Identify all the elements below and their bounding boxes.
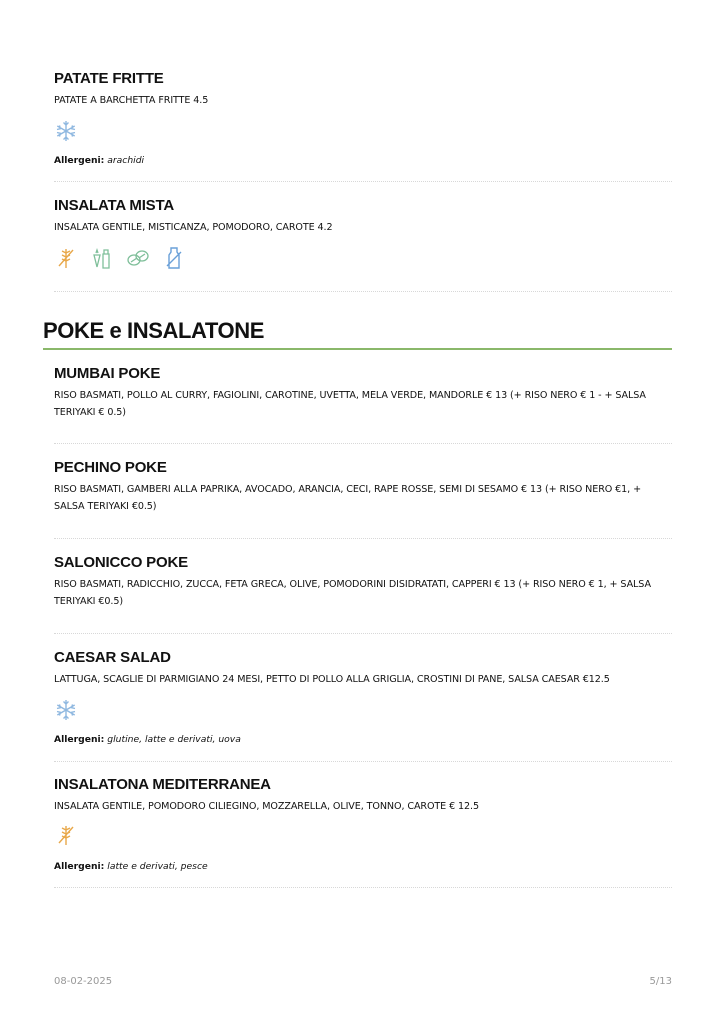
menu-item [54, 70, 672, 168]
item-title: SALONICCO POKE [54, 554, 188, 571]
item-description: LATTUGA, SCAGLIE DI PARMIGIANO 24 MESI, PETTO DI POLLO ALLA GRIGLIA, CROSTINI DI PANE, SALSA CAESAR €12.5 [54, 674, 610, 685]
divider [54, 761, 672, 762]
item-title: PECHINO POKE [54, 459, 167, 476]
divider [54, 181, 672, 182]
item-description: INSALATA GENTILE, POMODORO CILIEGINO, MOZZARELLA, OLIVE, TONNO, CAROTE € 12.5 [54, 801, 480, 812]
item-description: RISO BASMATI, RADICCHIO, ZUCCA, FETA GRECA, OLIVE, POMODORINI DISIDRATATI, CAPPERI € 13 (+ RISO NERO € 1, + SALSA TERIYAKI €0.5) [54, 579, 651, 607]
divider [54, 633, 672, 634]
allergens: Allergeni: glutine, latte e derivati, uova [54, 734, 241, 745]
item-title: MUMBAI POKE [54, 365, 161, 382]
allergens: Allergeni: arachidi [54, 155, 145, 166]
snowflake-icon [54, 119, 78, 143]
gluten-free-icon [54, 246, 78, 270]
vegan-icon [90, 246, 114, 270]
allergens: Allergeni: latte e derivati, pesce [54, 861, 208, 872]
item-title: PATATE FRITTE [54, 70, 164, 87]
menu-item [54, 197, 672, 270]
menu-item [54, 776, 672, 874]
lactose-free-icon [162, 246, 186, 270]
item-description: RISO BASMATI, GAMBERI ALLA PAPRIKA, AVOCADO, ARANCIA, CECI, RAPE ROSSE, SEMI DI SESAMO € 13 (+ RISO NERO €1, + SALSA TERIYAKI €0.5) [54, 484, 642, 512]
menu-item [54, 365, 672, 421]
section-title: POKE e INSALATONE [43, 316, 672, 350]
vegetarian-icon [126, 246, 150, 270]
item-title: INSALATONA MEDITERRANEA [54, 776, 271, 793]
gluten-free-icon [54, 823, 78, 847]
divider [54, 887, 672, 888]
item-description: PATATE A BARCHETTA FRITTE 4.5 [54, 95, 209, 106]
footer-date: 08-02-2025 [54, 976, 113, 987]
menu-item [54, 649, 672, 747]
item-description: INSALATA GENTILE, MISTICANZA, POMODORO, CAROTE 4.2 [54, 222, 333, 233]
item-title: INSALATA MISTA [54, 197, 174, 214]
item-description: RISO BASMATI, POLLO AL CURRY, FAGIOLINI, CAROTINE, UVETTA, MELA VERDE, MANDORLE € 13 (+ RISO NERO € 1 - + SALSA TERIYAKI € 0.5) [54, 390, 646, 418]
divider [54, 443, 672, 444]
divider [54, 538, 672, 539]
menu-item [54, 554, 672, 610]
divider [54, 291, 672, 292]
snowflake-icon [54, 698, 78, 722]
item-title: CAESAR SALAD [54, 649, 171, 666]
page-number: 5/13 [649, 976, 672, 987]
menu-item [54, 459, 672, 515]
